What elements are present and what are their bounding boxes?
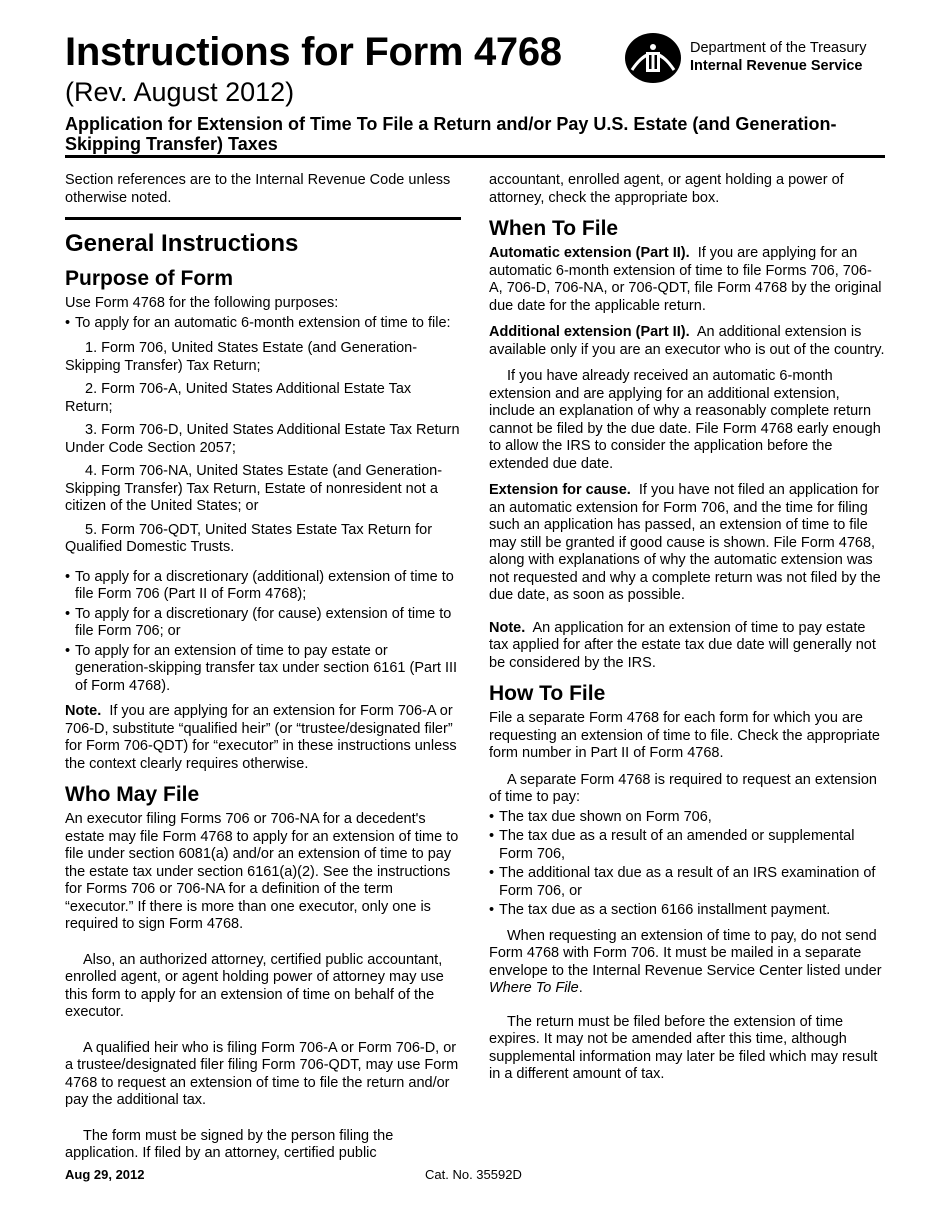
list-item: 4. Form 706-NA, United States Estate (and Generation-Skipping Transfer) Tax Return, Estate of nonresident not a citizen of the United States; or [65, 463, 443, 514]
revision-date: (Rev. August 2012) [65, 77, 295, 107]
note-paragraph: Note. An application for an extension of time to pay estate tax applied for after the estate tax due date will generally not be considered by the IRS. [489, 619, 876, 671]
list-item: • The tax due shown on Form 706, [489, 808, 712, 825]
list-item: • To apply for a discretionary (additional) extension of time to file Form 706 (Part II of Form 4768); [65, 568, 454, 602]
list-item: 2. Form 706-A, United States Additional Estate Tax Return; [65, 381, 412, 415]
paragraph: A qualified heir who is filing Form 706-A or Form 706-D, or a trustee/designated filer filing Form 706-QDT, may use Form 4768 to request an extension of time to file the return and/or pay the additional tax. [65, 1039, 459, 1108]
list-item: • The tax due as a result of an amended or supplemental Form 706, [489, 828, 855, 862]
page-title: Instructions for Form 4768 [65, 30, 562, 74]
list-item: • The additional tax due as a result of an IRS examination of Form 706, or [489, 865, 876, 899]
paragraph: When requesting an extension of time to pay, do not send Form 4768 with Form 706. It must be mailed in a separate envelope to the Internal Revenue Service Center listed under Where To File. [489, 927, 882, 996]
paragraph: If you have already received an automatic 6-month extension and are applying for an additional extension, include an explanation of why a reasonably complete return cannot be filed by the due date. File Form 4768 early enough to allow the IRS to consider the application before the extended due date. [489, 368, 881, 472]
catalog-number: Cat. No. 35592D [425, 1167, 522, 1182]
agency-department: Department of the Treasury [690, 40, 867, 56]
paragraph: The form must be signed by the person filing the application. If filed by an attorney, certified public [65, 1127, 394, 1161]
list-item: • To apply for a discretionary (for cause) extension of time to file Form 706; or [65, 605, 452, 639]
list-item: • To apply for an extension of time to pay estate or generation-skipping transfer tax under section 6161 (Part III of Form 4768). [65, 642, 458, 694]
paragraph: Extension for cause. If you have not filed an application for an automatic extension for Form 706, and the time for filing such an application has passed, an extension of time to file may still be granted if good cause is shown. File Form 4768, along with explanations of why the automatic extension was not requested and why a complete return was not filed by the due date, as soon as possible. [489, 482, 881, 603]
paragraph: Automatic extension (Part II). If you are applying for an automatic 6-month extension of time to file Forms 706, 706-A, 706-D, 706-NA, or 706-QDT, file Form 4768 by the original due date for the applicable return. [489, 245, 882, 314]
form-subtitle: Application for Extension of Time To File a Return and/or Pay U.S. Estate (and Generation-Skipping Transfer) Taxes [65, 114, 837, 154]
intro-text: Section references are to the Internal Revenue Code unless otherwise noted. [65, 172, 451, 206]
general-instructions-heading: General Instructions [65, 230, 299, 257]
irs-eagle-logo-icon [622, 30, 684, 86]
paragraph: accountant, enrolled agent, or agent holding a power of attorney, check the appropriate box. [489, 172, 844, 206]
agency-irs: Internal Revenue Service [690, 58, 863, 74]
purpose-heading: Purpose of Form [65, 267, 234, 290]
paragraph: File a separate Form 4768 for each form for which you are requesting an extension of time to file. Check the appropriate form number in Part II of Form 4768. [489, 710, 880, 761]
paragraph: Also, an authorized attorney, certified public accountant, enrolled agent, or agent holding power of attorney may use this form to apply for an extension of time on behalf of the executor. [65, 951, 444, 1020]
list-item: 1. Form 706, United States Estate (and Generation-Skipping Transfer) Tax Return; [65, 340, 418, 374]
section-rule [65, 217, 461, 220]
purpose-intro: Use Form 4768 for the following purposes: [65, 295, 339, 311]
footer-date: Aug 29, 2012 [65, 1167, 145, 1182]
paragraph: A separate Form 4768 is required to request an extension of time to pay: [489, 771, 877, 805]
paragraph: The return must be filed before the extension of time expires. It may not be amended after this time, although supplemental information may later be filed which may result in a different amount of tax. [489, 1013, 878, 1082]
paragraph: Additional extension (Part II). An additional extension is available only if you are an executor who is out of the country. [489, 324, 885, 358]
how-to-file-heading: How To File [489, 682, 606, 705]
when-to-file-heading: When To File [489, 217, 619, 240]
list-item: 5. Form 706-QDT, United States Estate Tax Return for Qualified Domestic Trusts. [65, 521, 433, 555]
list-item: • To apply for an automatic 6-month extension of time to file: [65, 314, 451, 331]
list-item: • The tax due as a section 6166 installment payment. [489, 902, 831, 918]
left-column [65, 172, 461, 1172]
header-rule [65, 155, 885, 158]
who-may-file-heading: Who May File [65, 783, 200, 806]
list-item: 3. Form 706-D, United States Additional Estate Tax Return Under Code Section 2057; [65, 422, 460, 456]
right-column [489, 172, 885, 1093]
note-paragraph: Note. If you are applying for an extension for Form 706-A or 706-D, substitute “qualified heir” (or “trustee/designated filer” for Form 706-QDT) for “executor” in these instructions unless the context clearly requires otherwise. [65, 703, 457, 772]
agency-block [622, 30, 867, 86]
paragraph: An executor filing Forms 706 or 706-NA for a decedent's estate may file Form 4768 to apply for an extension of time to file under section 6081(a) and/or an extension of time to pay the estate tax under section 6161(a)(2). See the instructions for Forms 706 or 706-NA for a definition of the term “executor.” If there is more than one executor, only one is required to sign Form 4768. [65, 811, 459, 932]
